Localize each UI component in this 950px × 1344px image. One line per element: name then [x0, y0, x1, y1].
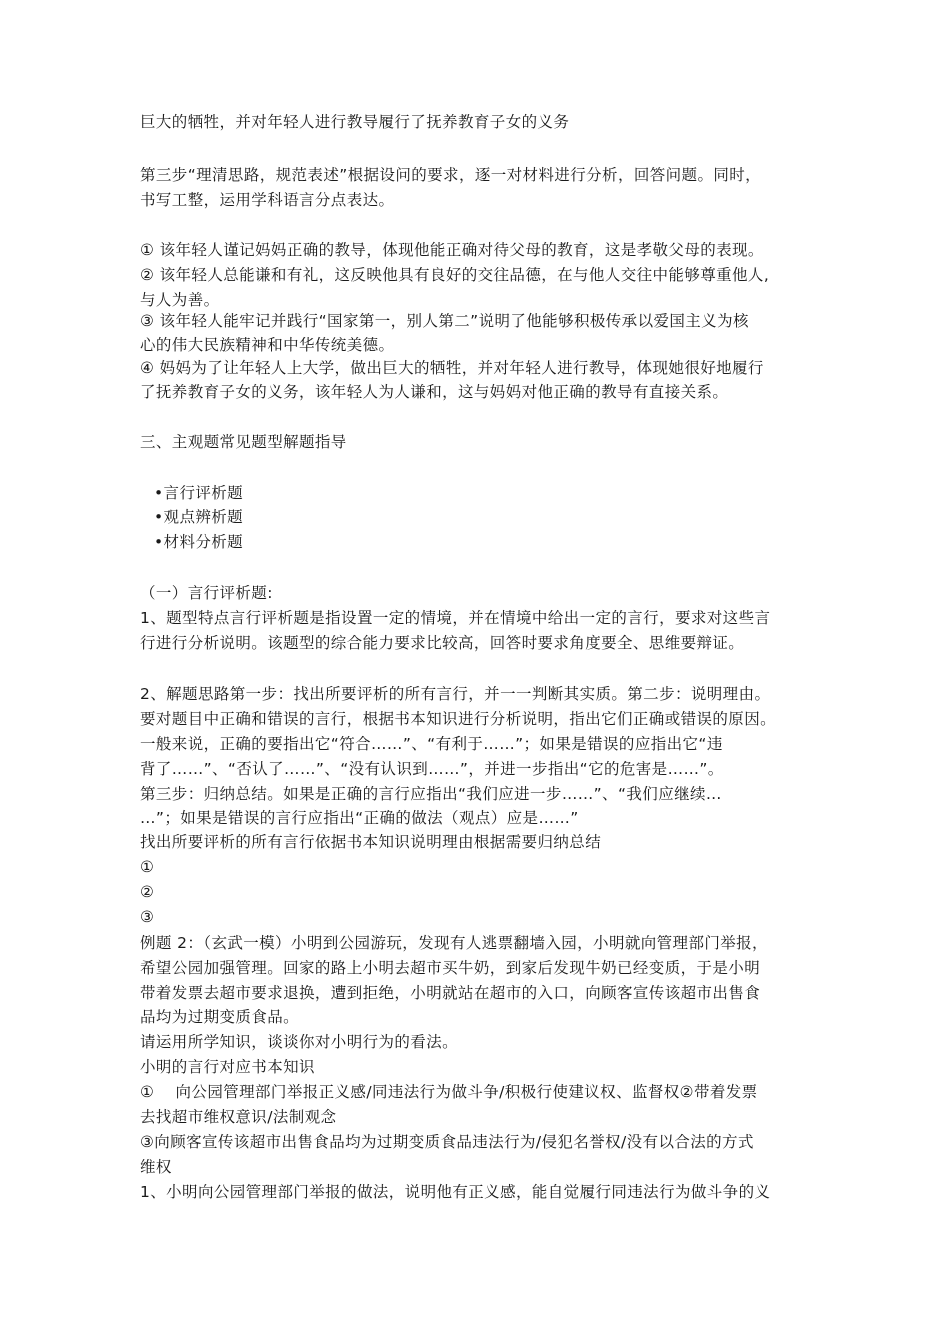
text-line: 小明的言行对应书本知识 [140, 1058, 315, 1076]
text-line: 维权 [140, 1158, 172, 1176]
text-line: 第三步“理清思路，规范表述”根据设问的要求，逐一对材料进行分析，回答问题。同时， [140, 166, 762, 184]
text-line: 了抚养教育子女的义务，该年轻人为人谦和，这与妈妈对他正确的教导有直接关系。 [140, 383, 729, 401]
text-line: 与人为善。 [140, 291, 220, 309]
text-line: ④ 妈妈为了让年轻人上大学，做出巨大的牺牲，并对年轻人进行教导，体现她很好地履行 [140, 359, 764, 377]
bullet-item: •材料分析题 [154, 533, 244, 551]
text-line: 行进行分析说明。该题型的综合能力要求比较高，回答时要求角度要全、思维要辩证。 [140, 634, 745, 652]
list-marker: ③ [140, 908, 155, 926]
section-heading: 三、主观题常见题型解题指导 [140, 433, 347, 451]
text-line: 请运用所学知识，谈谈你对小明行为的看法。 [140, 1033, 459, 1051]
text-line: ① 该年轻人谨记妈妈正确的教导，体现他能正确对待父母的教育，这是孝敬父母的表现。 [140, 241, 764, 259]
text-line: 1、小明向公园管理部门举报的做法，说明他有正义感，能自觉履行同违法行为做斗争的义 [140, 1183, 771, 1201]
text-line: 例题 2：（玄武一模）小明到公园游玩，发现有人逃票翻墙入园，小明就向管理部门举报， [140, 934, 768, 952]
text-line: 带着发票去超市要求退换，遭到拒绝，小明就站在超市的入口，向顾客宣传该超市出售食 [140, 984, 761, 1002]
bullet-item: •观点辨析题 [154, 508, 244, 526]
text-line: 品均为过期变质食品。 [140, 1008, 300, 1026]
subsection-heading: （一）言行评析题: [140, 584, 273, 602]
text-line: 书写工整，运用学科语言分点表达。 [140, 191, 395, 209]
text-line: 第三步：归纳总结。如果是正确的言行应指出“我们应进一步……”、“我们应继续… [140, 785, 722, 803]
text-line: 2、解题思路第一步：找出所要评析的所有言行，并一一判断其实质。第二步：说明理由。 [140, 685, 771, 703]
list-marker: ② [140, 883, 155, 901]
text-line: 去找超市维权意识/法制观念 [140, 1108, 337, 1126]
text-line: ① 向公园管理部门举报正义感/同违法行为做斗争/积极行使建议权、监督权②带着发票 [140, 1083, 758, 1101]
text-line: 一般来说，正确的要指出它“符合……”、“有利于……”；如果是错误的应指出它“违 [140, 735, 723, 753]
text-line: ③ 该年轻人能牢记并践行“国家第一，别人第二”说明了他能够积极传承以爱国主义为核 [140, 312, 749, 330]
text-line: …”；如果是错误的言行应指出“正确的做法（观点）应是……” [140, 809, 579, 827]
text-line: ③向顾客宣传该超市出售食品均为过期变质食品违法行为/侵犯名誉权/没有以合法的方式 [140, 1133, 754, 1151]
list-marker: ① [140, 858, 155, 876]
text-line: 背了……”、“否认了……”、“没有认识到……”，并进一步指出“它的危害是……”。 [140, 760, 724, 778]
text-line: 找出所要评析的所有言行依据书本知识说明理由根据需要归纳总结 [140, 833, 602, 851]
bullet-item: •言行评析题 [154, 484, 244, 502]
text-line: 巨大的牺牲，并对年轻人进行教导履行了抚养教育子女的义务 [140, 113, 570, 131]
text-line: 1、题型特点言行评析题是指设置一定的情境，并在情境中给出一定的言行，要求对这些言 [140, 609, 771, 627]
text-line: 要对题目中正确和错误的言行，根据书本知识进行分析说明，指出它们正确或错误的原因。 [140, 710, 777, 728]
text-line: 心的伟大民族精神和中华传统美德。 [140, 336, 395, 354]
text-line: 希望公园加强管理。回家的路上小明去超市买牛奶，到家后发现牛奶已经变质，于是小明 [140, 959, 761, 977]
text-line: ② 该年轻人总能谦和有礼，这反映他具有良好的交往品德，在与他人交往中能够尊重他人, [140, 266, 770, 284]
